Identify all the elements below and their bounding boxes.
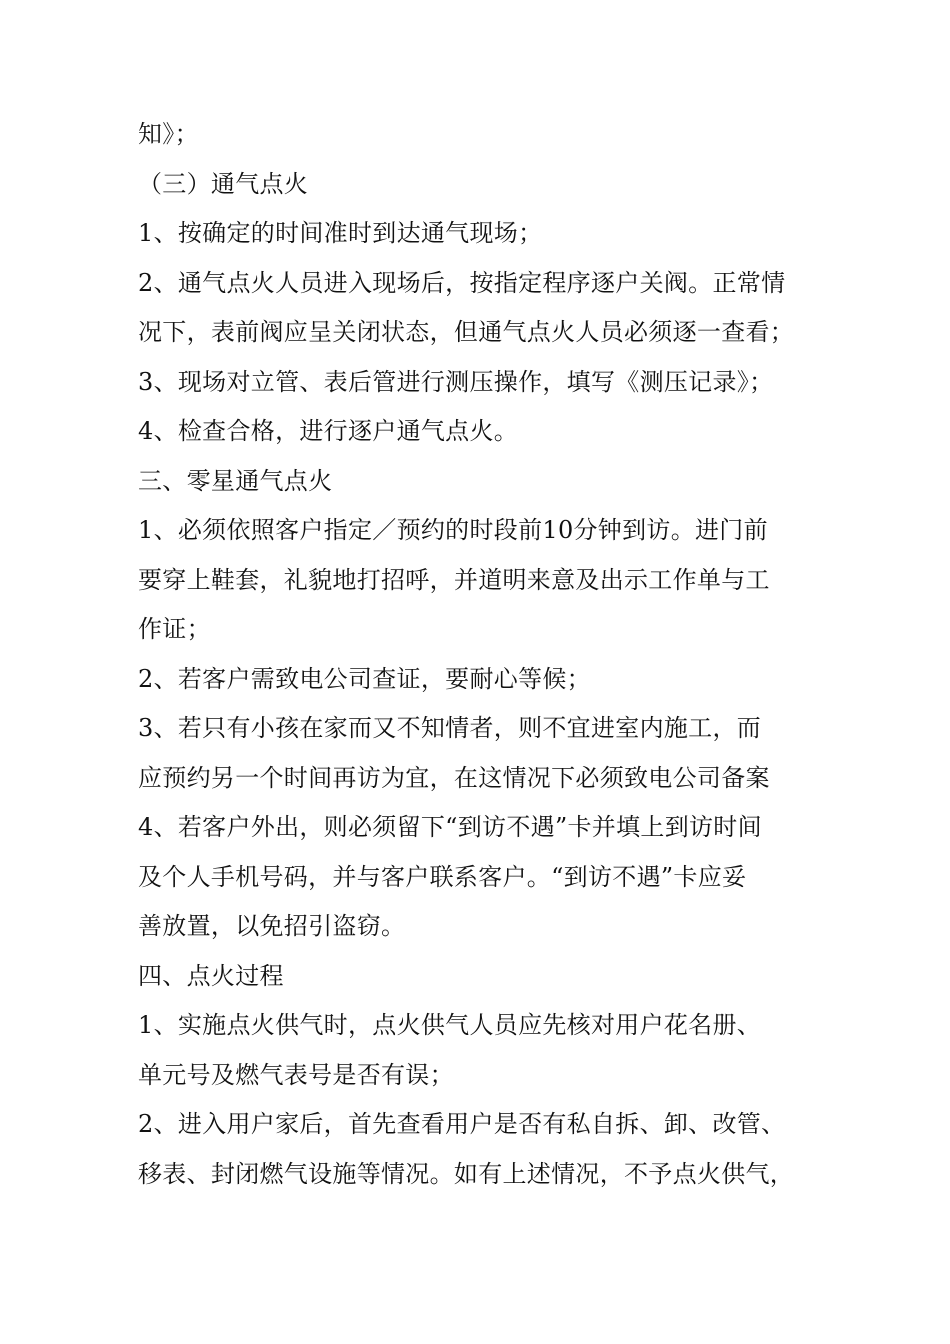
text-line: 应预约另一个时间再访为宜，在这情况下必须致电公司备案	[138, 763, 770, 792]
text-line: 要穿上鞋套，礼貌地打招呼，并道明来意及出示工作单与工	[138, 565, 770, 594]
text-line: 作证；	[138, 615, 211, 643]
text-line: 单元号及燃气表号是否有误；	[138, 1060, 454, 1089]
text-line: 2、通气点火人员进入现场后，按指定程序逐户关阀。正常情	[138, 268, 786, 297]
section-heading: 四、点火过程	[138, 961, 284, 990]
document-body	[138, 110, 828, 1199]
section-heading: （三）通气点火	[138, 169, 309, 198]
text-line: 1、按确定的时间准时到达通气现场；	[138, 219, 543, 247]
section-heading: 三、零星通气点火	[138, 466, 333, 495]
text-line: 移表、封闭燃气设施等情况。如有上述情况，不予点火供气，	[138, 1159, 795, 1188]
text-line: 4、若客户外出，则必须留下“到访不遇”卡并填上到访时间	[138, 813, 762, 841]
text-line: 1、实施点火供气时，点火供气人员应先核对用户花名册、	[138, 1011, 762, 1039]
text-line: 2、若客户需致电公司查证，要耐心等候；	[138, 664, 591, 693]
text-line: 2、进入用户家后，首先查看用户是否有私自拆、卸、改管、	[138, 1110, 786, 1138]
text-line: 3、现场对立管、表后管进行测压操作，填写《测压记录》；	[138, 367, 774, 396]
text-line: 1、必须依照客户指定／预约的时段前10分钟到访。进门前	[138, 516, 768, 544]
text-line: 善放置，以免招引盗窃。	[138, 912, 406, 940]
text-line: 况下，表前阀应呈关闭状态，但通气点火人员必须逐一查看；	[138, 318, 795, 346]
text-line: 及个人手机号码，并与客户联系客户。“到访不遇”卡应妥	[138, 862, 747, 891]
text-line: 3、若只有小孩在家而又不知情者，则不宜进室内施工，而	[138, 714, 762, 742]
text-line: 4、检查合格，进行逐户通气点火。	[138, 417, 519, 445]
text-line: 知》；	[138, 120, 199, 148]
